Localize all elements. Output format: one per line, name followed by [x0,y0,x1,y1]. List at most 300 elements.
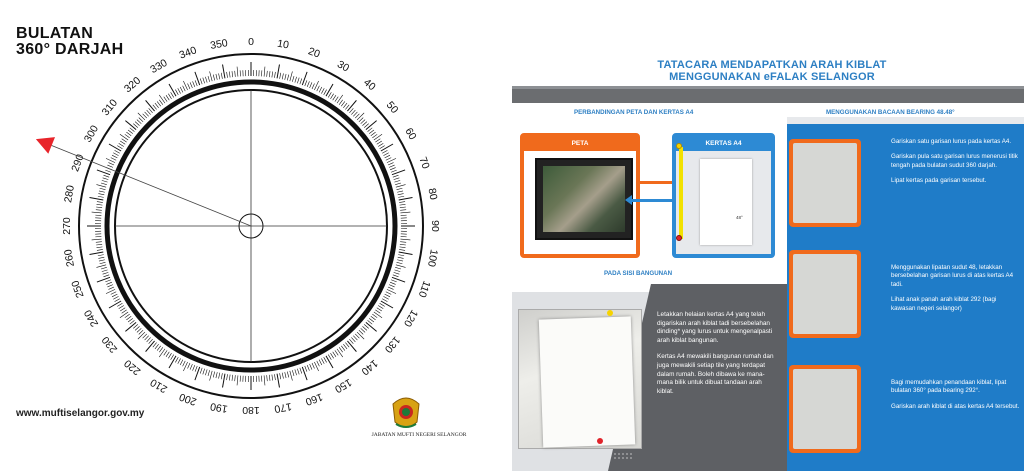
tick [103,272,109,274]
degree-label: 250 [69,278,87,300]
tick [208,370,210,376]
tick [97,170,110,175]
tick [319,360,322,365]
tick [195,80,197,86]
tick [394,272,400,274]
tick [216,74,217,80]
photo-paper [539,316,635,447]
tick [287,75,288,81]
arrow-left [630,199,672,202]
degree-label: 240 [81,307,102,329]
section-side-heading: PADA SISI BANGUNAN [604,270,673,277]
tick [359,118,363,122]
degree-label: 90 [429,220,442,232]
degree-label: 70 [416,155,432,171]
instruction-title-line-1: TATACARA MENDAPATKAN ARAH KIBLAT [657,59,887,71]
tick [175,357,178,362]
degree-label: 340 [177,44,199,62]
tick [219,73,220,79]
tick [317,86,320,91]
tick [333,352,336,357]
tick [237,67,238,77]
tick [139,118,143,122]
instruction-title [622,59,922,83]
tick [111,292,116,295]
tick [326,84,333,96]
step-1-line: Gariskan satu garisan lurus pada kertas A4. [891,138,1012,145]
tick [374,312,382,318]
tick [400,239,410,240]
tick [394,180,400,182]
tick [302,72,307,85]
tick [99,191,105,192]
tick [400,210,406,211]
tick [400,204,406,205]
tick [203,78,205,84]
tick [145,336,149,340]
tick [351,337,355,341]
tick [305,80,307,86]
tick [280,73,281,79]
tick [400,242,406,243]
tick [223,64,225,78]
degree-label: 0 [248,35,254,48]
degree-label: 260 [62,248,78,268]
tick [307,365,309,371]
tick [128,130,133,134]
tick [392,170,405,175]
tick [183,86,186,91]
tick [362,326,366,330]
tick [355,114,359,118]
tick [137,120,141,124]
tick [139,330,143,334]
degree-label: 50 [383,99,401,116]
tick [96,207,102,208]
section-compare-heading: PERBANDINGAN PETA DAN KERTAS A4 [574,109,694,116]
tick [267,71,268,77]
tick [213,75,214,81]
section-bearing-heading: MENGGUNAKAN BACAAN BEARING 48.48° [826,109,955,116]
tick [125,134,130,138]
tick [107,285,113,287]
paper-angle-label: 48° [736,215,743,220]
tick [169,84,176,96]
tick [105,170,111,172]
tick [89,252,103,254]
tick [282,73,283,79]
tick [98,196,104,197]
tick [120,308,125,311]
tick [290,71,293,81]
step-2-image [793,254,857,334]
tick [372,134,377,138]
header-band [512,89,1024,103]
tick [108,287,113,289]
tick [328,355,331,360]
tick [119,143,124,146]
tick [105,280,111,282]
satellite-map [543,166,625,232]
degree-label: 180 [242,404,260,417]
tick [210,371,213,381]
tick [178,358,181,363]
tick [98,255,104,256]
tick [97,204,103,205]
tick [97,249,103,250]
tick [100,188,106,189]
tick [153,105,157,110]
step-3-text [891,379,1021,418]
tick [397,191,403,192]
tick [326,356,333,368]
tick [339,100,343,105]
step-2-text [891,264,1021,320]
degree-label: 280 [62,184,78,204]
tick [285,372,286,378]
tick [393,275,399,277]
tick [157,346,161,351]
tick [295,369,297,375]
step-3-image [793,369,857,449]
tick [385,294,390,297]
tick [92,212,102,213]
tick [382,150,387,153]
tick [398,257,404,258]
step-1-photo [789,139,861,227]
step-3-line: Bagi memudahkan penandaan kiblat, lipat bulatan 360° pada bearing 292°. [891,379,1007,395]
tick [147,337,151,341]
tick [388,287,393,289]
tick [385,155,390,158]
tick [155,344,159,349]
tick [175,90,178,95]
tick [399,252,413,254]
degree-label: 40 [361,76,378,94]
tick [345,105,349,110]
degree-label: 350 [209,37,229,53]
title-line-2: 360° DARJAH [16,41,124,58]
tick [324,357,327,362]
degree-label: 100 [424,248,440,268]
tick [375,139,380,142]
arrow-right [636,181,672,184]
tick [330,94,333,99]
tick [109,301,121,308]
step-1-line: Gariskan pula satu garisan lurus menerusi titik tengah pada bulatan sudut 360 darjah. [891,153,1018,169]
tick [216,372,217,378]
tick [98,194,104,195]
tick [305,366,307,372]
tick [89,198,103,200]
tick [285,74,286,80]
tick [378,305,383,308]
tick [341,101,345,106]
tick [400,212,410,213]
tick [171,92,174,97]
tick [195,72,200,85]
tick [339,347,343,352]
tick [208,76,210,82]
tick [97,277,110,282]
tick [397,188,403,189]
tick [96,244,102,245]
degree-label: 80 [425,187,440,201]
tick [117,303,122,306]
tick [361,328,365,332]
tick [368,128,373,132]
tick [115,299,120,302]
tick [324,90,327,95]
degree-label: 330 [148,56,170,77]
tick [153,343,157,348]
tick [300,78,302,84]
tick [372,314,377,318]
tick [103,275,109,277]
map-card-header: PETA [524,137,636,151]
tick [108,163,113,165]
tick [357,113,364,120]
tick [112,294,117,297]
tick [386,158,391,161]
tick [277,374,279,388]
tick [391,170,397,172]
tick [335,97,338,102]
tick [307,81,309,87]
tick [126,316,131,320]
tick [96,265,106,268]
tick [292,370,294,376]
tick [166,95,169,100]
tick [237,375,238,385]
tick [96,242,102,243]
tick [267,375,268,381]
tick [349,108,353,113]
tick [200,368,202,374]
a4-paper [700,159,752,245]
step-1-image [793,143,857,223]
tick [369,130,374,134]
degree-label: 30 [335,58,352,75]
tick [219,373,220,379]
tick [380,303,385,306]
tick [195,366,197,372]
tick [353,112,357,116]
tick [374,134,382,140]
tick [399,202,405,203]
qibla-pointer-line [52,145,251,226]
tick [317,361,320,366]
degree-label: 210 [148,375,170,396]
tick [122,139,127,142]
tick [337,349,343,357]
side-instructions [657,311,779,404]
step-2-line: Lihat anak panah arah kiblat 292 (bagi kawasan negeri selangor) [891,296,997,312]
tick [377,141,382,144]
tick [138,332,145,339]
tick [398,194,404,195]
tick [227,72,228,78]
tick [400,247,406,248]
tick [361,120,365,124]
photo-start-marker [607,310,613,316]
tick [359,330,363,334]
step-1-text [891,138,1021,193]
tick [193,81,195,87]
tick [166,352,169,357]
tick [399,198,413,200]
tick [155,103,159,108]
tick [221,373,222,379]
degree-label: 60 [402,125,419,142]
tick [128,318,133,322]
tick [107,165,113,167]
tick [383,296,388,299]
tick [369,318,374,322]
tick [157,101,161,106]
tick [97,202,103,203]
degree-label: 150 [332,375,354,396]
tick [394,178,400,180]
tick [396,185,406,188]
tick [112,155,117,158]
tick [389,285,395,287]
tick [381,144,393,151]
tick [355,334,359,338]
degree-label: 170 [273,399,293,415]
tick [126,132,131,136]
tick [328,92,331,97]
tick [295,77,297,83]
tick [235,375,236,381]
tick [343,103,347,108]
tick [109,144,121,151]
tick [297,78,299,84]
tick [280,373,281,379]
degree-label: 310 [99,97,121,119]
tick [96,210,102,211]
organisation-name: JABATAN MUFTI NEGERI SELANGOR [371,432,467,438]
tick [399,249,405,250]
tick [397,260,403,261]
photo-end-marker [597,438,603,444]
tick [149,339,153,344]
tick [164,97,167,102]
paper-card [672,133,775,258]
tick [113,296,118,299]
tick [333,95,336,100]
title-line-1: BULATAN [16,25,94,42]
side-paragraph: Kertas A4 mewakili bangunan rumah dan juga mewakili setiap tile yang terdapat dalam rumah. Boleh dibawa ke mana-mana bilik untuk dibuat tandaan arah kiblat. [657,353,774,395]
tick [101,183,107,185]
map-screenshot [535,158,633,240]
tick [312,83,314,88]
tick [235,71,236,77]
tick [287,372,288,378]
tick [183,361,186,366]
tick [302,367,307,380]
tick [229,72,230,78]
start-point-marker [676,143,682,149]
tick [159,347,163,352]
tick [195,367,200,380]
tick [164,350,167,355]
tick [345,343,349,348]
tick [232,375,233,381]
tick [357,332,364,339]
tick [143,114,147,118]
tick [272,375,273,381]
tick [111,158,116,161]
tick [133,124,138,128]
tick [292,76,294,82]
tick [393,175,399,177]
degree-label: 320 [122,74,144,96]
tick [180,87,183,92]
tick [168,94,171,99]
degree-label: 230 [99,333,121,355]
tick [269,375,270,381]
tick [390,168,396,170]
tick [341,346,345,351]
tick [190,82,192,88]
tick [390,282,396,284]
degree-label: 20 [306,45,322,61]
tick [392,277,405,282]
tick [397,262,403,263]
tick [277,64,279,78]
side-paragraph: Letakkan helaian kertas A4 yang telah digariskan arah kiblat tadi bersebelahan dinding* yang lurus untuk mengenalpasti arah kiblat bangunan. [657,311,773,344]
jabatan-mufti-logo [389,394,423,430]
tick [130,128,135,132]
tick [386,292,391,295]
tick [264,67,265,77]
tick [335,350,338,355]
website-url[interactable]: www.muftiselangor.gov.my [16,408,145,419]
tick [135,122,139,126]
tick [269,71,270,77]
tick [190,364,192,370]
tick [310,82,312,88]
tick [382,299,387,302]
tick [375,310,380,313]
tick [145,112,149,116]
tick [117,146,122,149]
tick [378,143,383,146]
tick [98,257,104,258]
tick [143,334,147,338]
degree-label: 300 [81,123,102,145]
degree-label: 160 [303,390,325,408]
step-3-photo [789,365,861,453]
tick [264,375,265,385]
tick [96,185,106,188]
tick [169,356,176,368]
degree-label: 110 [415,279,433,299]
tick [100,262,106,263]
tick [282,373,283,379]
tick [188,363,190,368]
tick [138,113,145,120]
tick [377,308,382,311]
degree-label: 190 [209,399,229,415]
degree-label: 290 [69,152,87,174]
tick [395,267,401,269]
tick [343,344,347,349]
tick [188,83,190,88]
tick [380,146,385,149]
tick [147,110,151,114]
